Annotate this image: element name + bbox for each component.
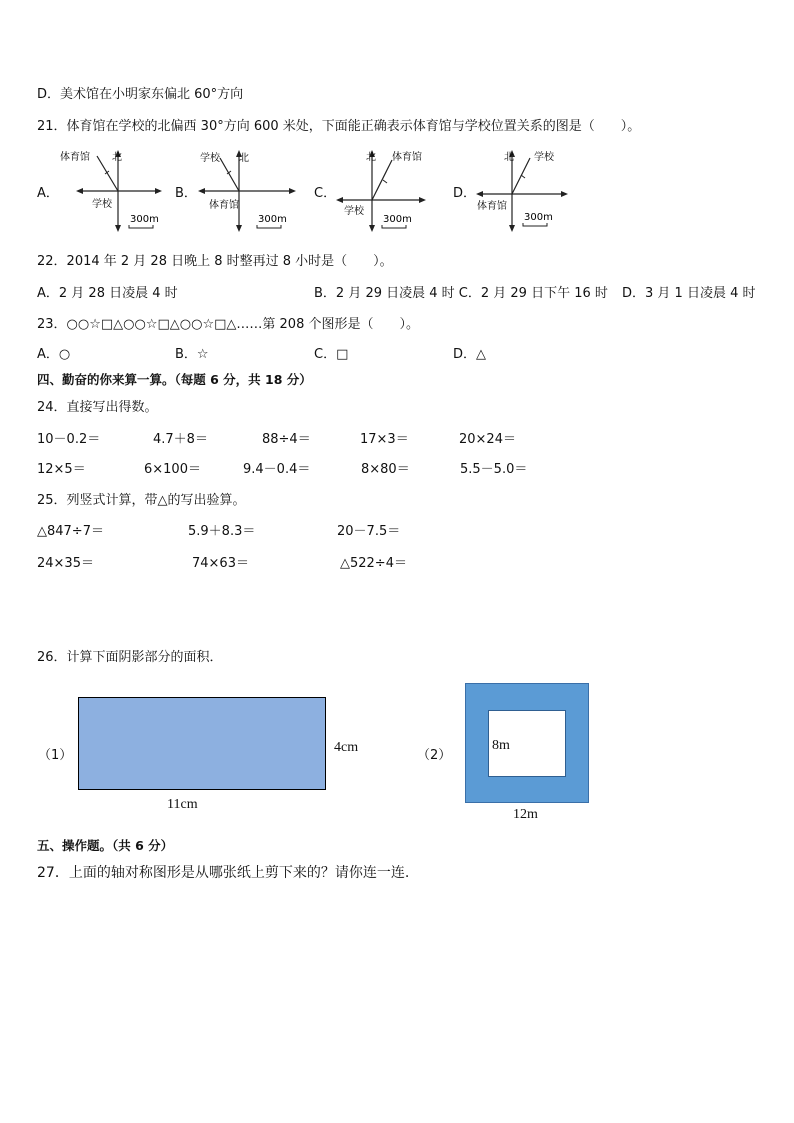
q24-r2-c1: 12×5＝ [37,462,86,477]
q22-option-bc: B．2 月 29 日凌晨 4 时 C．2 月 29 日下午 16 时 [314,286,608,301]
figure-1-label: （1） [38,748,73,763]
q23-option-c: C．□ [314,347,349,362]
diagram-a-scale: 300m [130,214,159,225]
q23-option-d: D．△ [453,347,487,362]
q24-r2-c2: 6×100＝ [144,462,201,477]
figure-1-width-label: 11cm [167,797,198,812]
q21-diagram-b [196,146,301,234]
question-24-stem: 24．直接写出得数。 [37,400,158,415]
diagram-c-label-tl: 北 [366,152,376,163]
diagram-a-label-bottom: 学校 [92,199,112,210]
question-22-stem: 22．2014 年 2 月 28 日晚上 8 时整再过 8 小时是（ ）。 [37,254,393,269]
question-25-stem: 25．列竖式计算，带△的写出验算。 [37,493,246,508]
figure-1-rectangle [78,697,326,790]
diagram-a-label-tl: 体育馆 [60,152,90,163]
q25-r2-c1: 24×35＝ [37,556,94,571]
diagram-d-label-tl: 北 [504,152,514,163]
q21-diagram-a [60,146,165,234]
q23-option-b: B．☆ [175,347,209,362]
figure-2-outer-label: 12m [513,807,538,822]
diagram-d-label-bottom: 体育馆 [477,201,507,212]
diagram-c-scale: 300m [383,214,412,225]
question-21-stem: 21．体育馆在学校的北偏西 30°方向 600 米处，下面能正确表示体育馆与学校位置关系的图是（ ）。 [37,119,641,134]
q21-option-c-letter: C． [314,186,337,201]
q23-option-a: A．○ [37,347,71,362]
q25-r1-c1: △847÷7＝ [37,524,104,539]
q24-r1-c1: 10－0.2＝ [37,432,101,447]
figure-2-label: （2） [417,748,452,763]
option-d-q20: D．美术馆在小明家东偏北 60°方向 [37,87,244,102]
q21-option-b-letter: B． [175,186,197,201]
section-5-heading: 五、操作题。（共 6 分） [37,838,174,853]
q25-r2-c2: 74×63＝ [192,556,249,571]
diagram-d-label-tr: 学校 [534,152,554,163]
diagram-b-label-tl: 学校 [200,153,220,164]
section-4-heading: 四、勤奋的你来算一算。（每题 6 分，共 18 分） [37,372,312,387]
diagram-b-label-bottom: 体育馆 [209,200,239,211]
figure-2-inner-label: 8m [492,738,510,753]
q25-r2-c3: △522÷4＝ [340,556,407,571]
q21-diagram-d [474,146,584,234]
q24-r1-c2: 4.7＋8＝ [153,432,208,447]
q25-r1-c3: 20－7.5＝ [337,524,401,539]
question-27-stem: 27．上面的轴对称图形是从哪张纸上剪下来的？请你连一连. [37,865,410,881]
diagram-a-label-tr: 北 [112,152,122,163]
q21-option-a-letter: A． [37,186,59,201]
diagram-b-scale: 300m [258,214,287,225]
q24-r1-c5: 20×24＝ [459,432,516,447]
diagram-c-label-bottom: 学校 [344,206,364,217]
q24-r1-c3: 88÷4＝ [262,432,311,447]
q21-diagram-c [330,146,440,234]
q25-r1-c2: 5.9＋8.3＝ [188,524,256,539]
q24-r2-c3: 9.4－0.4＝ [243,462,311,477]
q22-option-d: D．3 月 1 日凌晨 4 时 [622,286,756,301]
q21-option-d-letter: D． [453,186,477,201]
q24-r1-c4: 17×3＝ [360,432,409,447]
question-23-stem: 23．○○☆□△○○☆□△○○☆□△……第 208 个图形是（ ）。 [37,317,419,332]
diagram-c-label-tr: 体育馆 [392,152,422,163]
q24-r2-c4: 8×80＝ [361,462,410,477]
q22-option-a: A．2 月 28 日凌晨 4 时 [37,286,178,301]
q24-r2-c5: 5.5－5.0＝ [460,462,528,477]
diagram-d-scale: 300m [524,212,553,223]
question-26-stem: 26．计算下面阴影部分的面积． [37,650,223,665]
diagram-b-label-tr: 北 [239,153,249,164]
figure-1-height-label: 4cm [334,740,359,755]
